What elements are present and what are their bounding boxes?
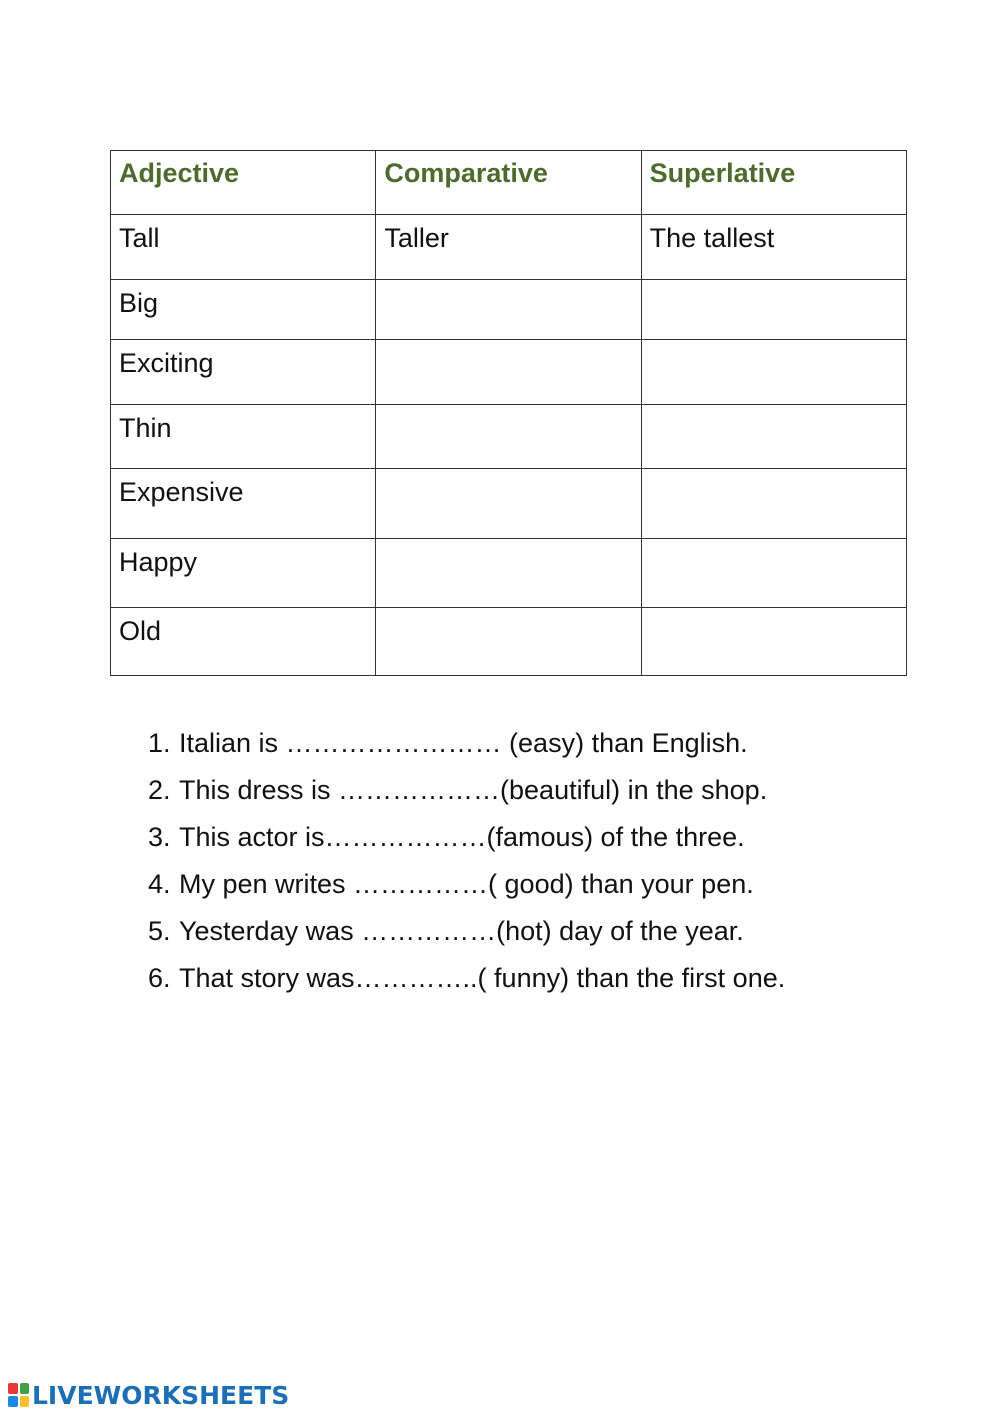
adjective-cell: Exciting xyxy=(111,340,376,405)
comparative-answer-cell[interactable] xyxy=(376,405,641,469)
exercise-item xyxy=(148,908,785,955)
exercise-sentence: That story was…………..( funny) than the first one. xyxy=(179,963,786,993)
exercise-number: 5. xyxy=(148,916,171,946)
header-superlative: Superlative xyxy=(641,151,906,215)
exercise-sentence: Yesterday was ……………(hot) day of the year. xyxy=(179,916,744,946)
exercise-sentence: My pen writes ……………( good) than your pen. xyxy=(179,869,754,899)
exercise-number: 1. xyxy=(148,728,171,758)
table-row xyxy=(111,280,907,340)
superlative-answer-cell[interactable] xyxy=(641,539,906,608)
comparative-answer-cell[interactable] xyxy=(376,469,641,539)
table-row xyxy=(111,340,907,405)
exercise-item xyxy=(148,720,785,767)
adjective-cell: Tall xyxy=(111,215,376,280)
table-header-row xyxy=(111,151,907,215)
comparative-cell: Taller xyxy=(376,215,641,280)
comparative-answer-cell[interactable] xyxy=(376,539,641,608)
exercise-number: 3. xyxy=(148,822,171,852)
adjective-cell: Expensive xyxy=(111,469,376,539)
adjective-cell: Old xyxy=(111,608,376,676)
table-row xyxy=(111,608,907,676)
table-row xyxy=(111,539,907,608)
superlative-answer-cell[interactable] xyxy=(641,405,906,469)
comparative-answer-cell[interactable] xyxy=(376,280,641,340)
superlative-answer-cell[interactable] xyxy=(641,340,906,405)
superlative-answer-cell[interactable] xyxy=(641,608,906,676)
superlative-answer-cell[interactable] xyxy=(641,280,906,340)
superlative-cell: The tallest xyxy=(641,215,906,280)
adjective-cell: Thin xyxy=(111,405,376,469)
comparison-table xyxy=(110,150,907,676)
exercise-list xyxy=(148,720,785,1002)
exercise-number: 2. xyxy=(148,775,171,805)
exercise-item xyxy=(148,955,785,1002)
table-row xyxy=(111,405,907,469)
comparative-answer-cell[interactable] xyxy=(376,340,641,405)
exercise-item xyxy=(148,814,785,861)
superlative-answer-cell[interactable] xyxy=(641,469,906,539)
exercise-item xyxy=(148,767,785,814)
logo-blocks-icon xyxy=(8,1383,29,1407)
liveworksheets-logo xyxy=(8,1380,289,1410)
table-row xyxy=(111,469,907,539)
comparative-answer-cell[interactable] xyxy=(376,608,641,676)
exercise-item xyxy=(148,861,785,908)
exercise-number: 4. xyxy=(148,869,171,899)
header-comparative: Comparative xyxy=(376,151,641,215)
adjective-cell: Big xyxy=(111,280,376,340)
table-row xyxy=(111,215,907,280)
exercise-number: 6. xyxy=(148,963,171,993)
exercise-sentence: This actor is………………(famous) of the three. xyxy=(179,822,745,852)
exercise-sentence: Italian is …………………… (easy) than English. xyxy=(179,728,748,758)
logo-text: LIVEWORKSHEETS xyxy=(32,1380,290,1410)
exercise-sentence: This dress is ………………(beautiful) in the shop. xyxy=(179,775,768,805)
adjective-cell: Happy xyxy=(111,539,376,608)
header-adjective: Adjective xyxy=(111,151,376,215)
